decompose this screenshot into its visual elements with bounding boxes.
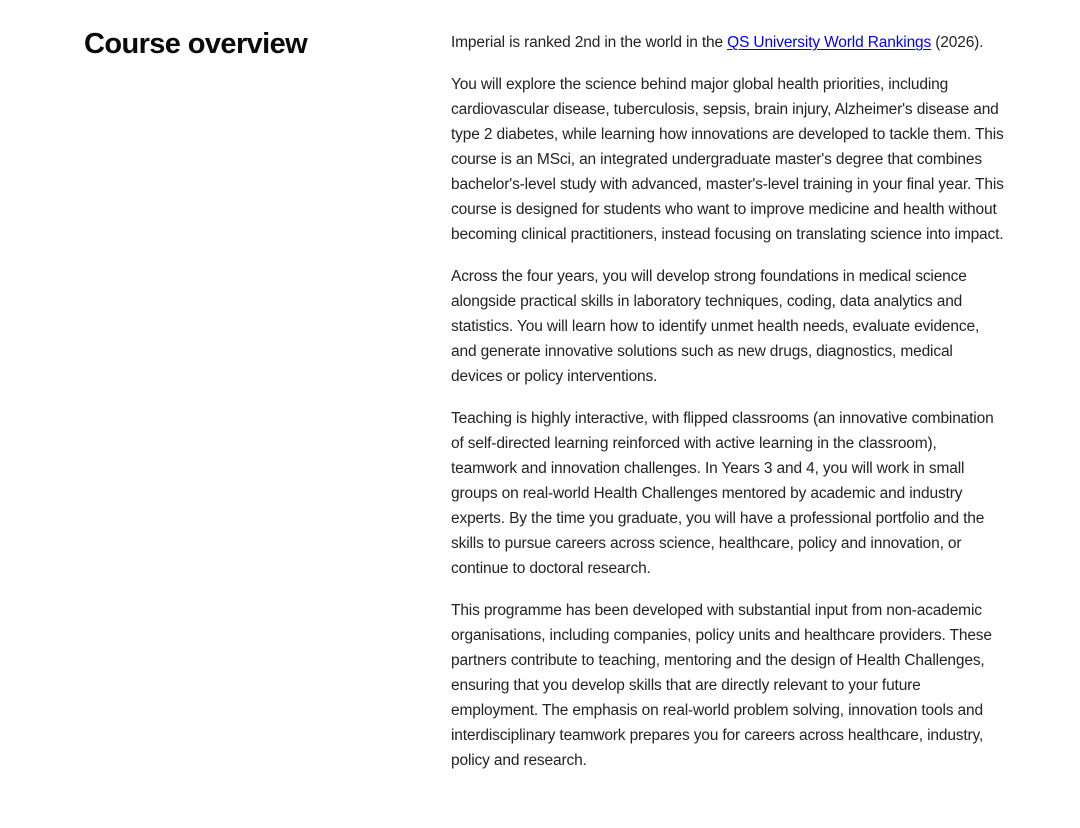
ranking-year: (2026). [931,34,984,51]
overview-paragraph-2: Across the four years, you will develop strong foundations in medical science alongside practical skills in laboratory techniques, coding, data analytics and statistics. You will learn how to identify unmet health needs, evaluate evidence, and generate innovative solutions such as new drugs, diagnostics, medical devices or policy interventions. [451,268,980,385]
overview-paragraph-4: This programme has been developed with substantial input from non-academic organisations, including companies, policy units and healthcare providers. These partners contribute to teaching, mentoring and the design of Health Challenges, ensuring that you develop skills that are directly relevant to your future employment. The emphasis on real-world problem solving, innovation tools and interdisciplinary teamwork prepares you for careers across healthcare, industry, policy and research. [451,602,992,769]
ranking-paragraph [451,30,1005,55]
ranking-text: Imperial is ranked 2nd in the world in the [451,34,728,51]
overview-content [451,30,1005,790]
section-heading: Course overview [84,28,308,60]
overview-paragraph-1: You will explore the science behind major global health priorities, including cardiovascular disease, tuberculosis, sepsis, brain injury, Alzheimer's disease and type 2 diabetes, while learning how innovations are developed to tackle them. This course is an MSci, an integrated undergraduate master's degree that combines bachelor's-level study with advanced, master's-level training in your final year. This course is designed for students who want to improve medicine and health without becoming clinical practitioners, instead focusing on translating science into impact. [451,76,1004,243]
overview-paragraph-3: Teaching is highly interactive, with flipped classrooms (an innovative combination of self-directed learning reinforced with active learning in the classroom), teamwork and innovation challenges. In Years 3 and 4, you will work in small groups on real-world Health Challenges mentored by academic and industry experts. By the time you graduate, you will have a professional portfolio and the skills to pursue careers across science, healthcare, policy and innovation, or continue to doctoral research. [451,410,994,577]
qs-rankings-link[interactable]: QS University World Rankings [727,34,932,51]
